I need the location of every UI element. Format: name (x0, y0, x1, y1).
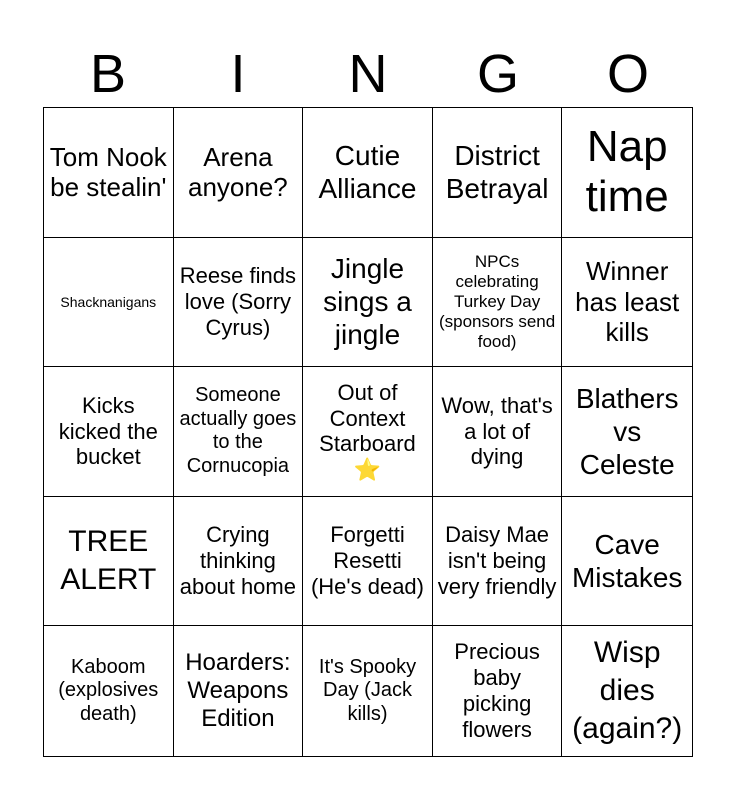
bingo-cell[interactable]: Cave Mistakes (562, 497, 692, 627)
bingo-cell[interactable]: It's Spooky Day (Jack kills) (303, 626, 433, 756)
header-letter-n: N (348, 44, 388, 104)
bingo-cell[interactable]: Jingle sings a jingle (303, 238, 433, 368)
bingo-cell[interactable]: Nap time (562, 108, 692, 238)
bingo-cell[interactable]: Daisy Mae isn't being very friendly (433, 497, 563, 627)
bingo-cell[interactable]: Tom Nook be stealin' (44, 108, 174, 238)
bingo-cell[interactable]: Reese finds love (Sorry Cyrus) (174, 238, 304, 368)
bingo-cell[interactable]: Out of Context Starboard ⭐ (303, 367, 433, 497)
bingo-cell[interactable]: Kaboom (explosives death) (44, 626, 174, 756)
bingo-cell[interactable]: Someone actually goes to the Cornucopia (174, 367, 304, 497)
bingo-cell[interactable]: TREE ALERT (44, 497, 174, 627)
bingo-cell[interactable]: NPCs celebrating Turkey Day (sponsors send food) (433, 238, 563, 368)
bingo-cell[interactable]: Crying thinking about home (174, 497, 304, 627)
bingo-cell[interactable]: Hoarders: Weapons Edition (174, 626, 304, 756)
bingo-board (43, 107, 693, 757)
header-letter-i: I (230, 44, 246, 104)
bingo-cell[interactable]: Wow, that's a lot of dying (433, 367, 563, 497)
header-letter-b: B (89, 44, 127, 104)
bingo-cell[interactable]: Cutie Alliance (303, 108, 433, 238)
bingo-cell[interactable]: Forgetti Resetti (He's dead) (303, 497, 433, 627)
bingo-cell[interactable]: Shacknanigans (44, 238, 174, 368)
bingo-cell[interactable]: Blathers vs Celeste (562, 367, 692, 497)
bingo-cell[interactable]: Winner has least kills (562, 238, 692, 368)
header-letter-o: O (606, 44, 649, 104)
bingo-cell[interactable]: Kicks kicked the bucket (44, 367, 174, 497)
bingo-cell[interactable]: Arena anyone? (174, 108, 304, 238)
header-letter-g: G (476, 44, 519, 104)
bingo-cell[interactable]: District Betrayal (433, 108, 563, 238)
bingo-cell[interactable]: Precious baby picking flowers (433, 626, 563, 756)
bingo-cell[interactable]: Wisp dies (again?) (572, 635, 683, 746)
bingo-header (43, 40, 693, 108)
